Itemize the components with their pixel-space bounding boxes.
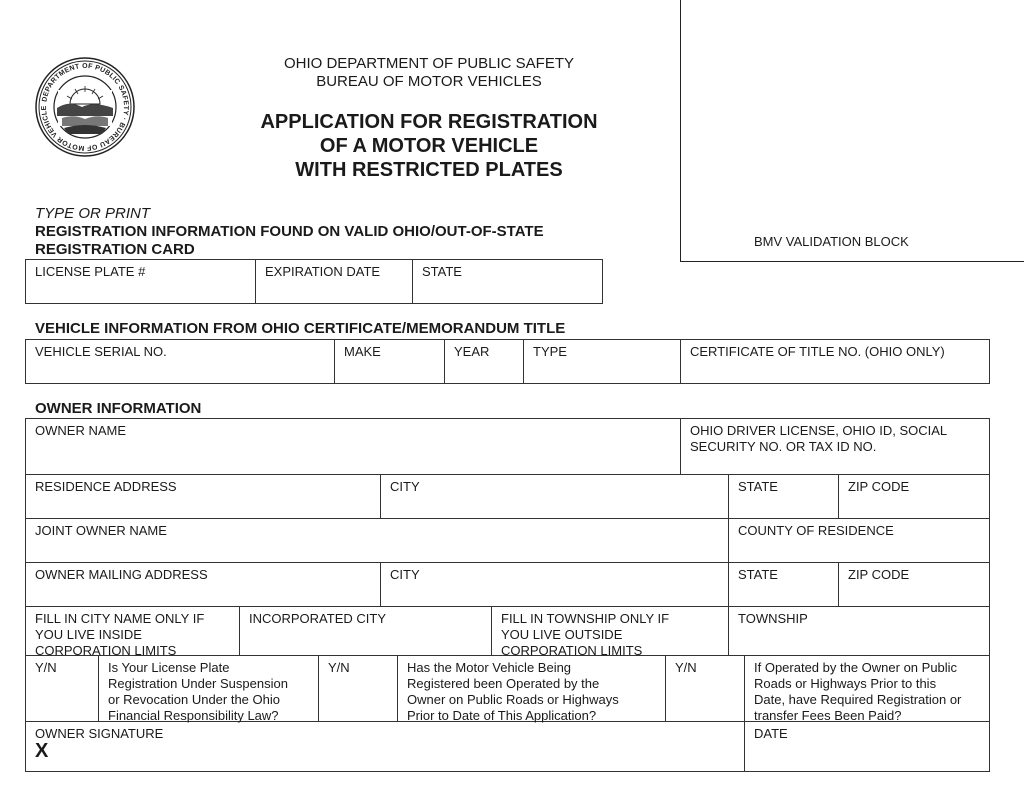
fees-paid-yn-label: Y/N xyxy=(675,660,697,675)
county-label: COUNTY OF RESIDENCE xyxy=(738,523,894,538)
expiration-date-field[interactable] xyxy=(256,259,413,304)
mailing-city-field[interactable] xyxy=(381,563,729,607)
operated-question-text: Has the Motor Vehicle Being Registered been Operated by the Owner on Public Roads or Highways Prior to Date of This Application? xyxy=(407,660,619,723)
county-field[interactable] xyxy=(729,519,990,563)
residence-state-label: STATE xyxy=(738,479,778,494)
owner-signature-label: OWNER SIGNATURE xyxy=(35,726,164,741)
mailing-state-label: STATE xyxy=(738,567,778,582)
suspension-question-cell xyxy=(99,656,319,722)
seal-ring-text: DEPARTMENT OF PUBLIC SAFETY · BUREAU OF MOTOR VEHICLE xyxy=(40,62,130,152)
owner-name-label: OWNER NAME xyxy=(35,423,126,438)
make-field[interactable] xyxy=(335,339,445,384)
suspension-yn-field[interactable] xyxy=(25,656,99,722)
bmv-validation-block xyxy=(680,0,1024,262)
seal-graphic xyxy=(34,56,136,158)
registration-state-label: STATE xyxy=(422,264,462,279)
mailing-zip-field[interactable] xyxy=(839,563,990,607)
registration-state-field[interactable] xyxy=(413,259,603,304)
joint-owner-label: JOINT OWNER NAME xyxy=(35,523,167,538)
city-instruction-label: FILL IN CITY NAME ONLY IF YOU LIVE INSIDE CORPORATION LIMITS xyxy=(35,611,205,658)
owner-signature-field[interactable] xyxy=(25,722,745,772)
township-field[interactable] xyxy=(729,607,990,656)
type-field[interactable] xyxy=(524,339,681,384)
residence-address-label: RESIDENCE ADDRESS xyxy=(35,479,177,494)
mailing-city-label: CITY xyxy=(390,567,420,582)
signature-x-mark: X xyxy=(35,740,49,762)
form-title: APPLICATION FOR REGISTRATION OF A MOTOR VEHICLE WITH RESTRICTED PLATES xyxy=(260,111,598,181)
residence-state-field[interactable] xyxy=(729,475,839,519)
registration-section-title: REGISTRATION INFORMATION FOUND ON VALID OHIO/OUT-OF-STATE REGISTRATION CARD xyxy=(35,223,544,258)
license-plate-field[interactable] xyxy=(25,259,256,304)
signature-date-label: DATE xyxy=(754,726,788,741)
license-id-field[interactable] xyxy=(681,418,990,475)
bureau-name: BUREAU OF MOTOR VEHICLES xyxy=(316,73,542,90)
vehicle-section-title: VEHICLE INFORMATION FROM OHIO CERTIFICATE/MEMORANDUM TITLE xyxy=(35,320,566,337)
township-label: TOWNSHIP xyxy=(738,611,808,626)
operated-yn-label: Y/N xyxy=(328,660,350,675)
suspension-question-text: Is Your License Plate Registration Under Suspension or Revocation Under the Ohio Financial Responsibility Law? xyxy=(108,660,288,723)
city-instruction-cell xyxy=(25,607,240,656)
type-label: TYPE xyxy=(533,344,567,359)
mailing-address-field[interactable] xyxy=(25,563,381,607)
signature-date-field[interactable] xyxy=(745,722,990,772)
residence-address-field[interactable] xyxy=(25,475,381,519)
operated-yn-field[interactable] xyxy=(319,656,398,722)
residence-zip-field[interactable] xyxy=(839,475,990,519)
incorporated-city-field[interactable] xyxy=(240,607,492,656)
residence-city-label: CITY xyxy=(390,479,420,494)
mailing-address-label: OWNER MAILING ADDRESS xyxy=(35,567,208,582)
title-number-label: CERTIFICATE OF TITLE NO. (OHIO ONLY) xyxy=(690,344,945,359)
owner-section-title: OWNER INFORMATION xyxy=(35,400,202,417)
license-id-label: OHIO DRIVER LICENSE, OHIO ID, SOCIAL SECURITY NO. OR TAX ID NO. xyxy=(690,423,948,454)
residence-city-field[interactable] xyxy=(381,475,729,519)
residence-zip-label: ZIP CODE xyxy=(848,479,910,494)
owner-name-field[interactable] xyxy=(25,418,681,475)
fees-paid-question-cell xyxy=(745,656,990,722)
validation-block-label: BMV VALIDATION BLOCK xyxy=(754,234,909,249)
expiration-date-label: EXPIRATION DATE xyxy=(265,264,381,279)
mailing-zip-label: ZIP CODE xyxy=(848,567,910,582)
operated-question-cell xyxy=(398,656,666,722)
joint-owner-field[interactable] xyxy=(25,519,729,563)
incorporated-city-label: INCORPORATED CITY xyxy=(249,611,386,626)
type-or-print-note: TYPE OR PRINT xyxy=(35,205,151,222)
vehicle-serial-label: VEHICLE SERIAL NO. xyxy=(35,344,167,359)
mailing-state-field[interactable] xyxy=(729,563,839,607)
township-instruction-cell xyxy=(492,607,729,656)
year-label: YEAR xyxy=(454,344,490,359)
fees-paid-yn-field[interactable] xyxy=(666,656,745,722)
vehicle-serial-field[interactable] xyxy=(25,339,335,384)
township-instruction-label: FILL IN TOWNSHIP ONLY IF YOU LIVE OUTSIDE CORPORATION LIMITS xyxy=(501,611,670,658)
suspension-yn-label: Y/N xyxy=(35,660,57,675)
title-number-field[interactable] xyxy=(681,339,990,384)
license-plate-label: LICENSE PLATE # xyxy=(35,264,146,279)
year-field[interactable] xyxy=(445,339,524,384)
agency-name: OHIO DEPARTMENT OF PUBLIC SAFETY xyxy=(283,55,575,72)
bmv-seal xyxy=(34,56,136,158)
make-label: MAKE xyxy=(344,344,381,359)
fees-paid-question-text: If Operated by the Owner on Public Roads or Highways Prior to this Date, have Required Registration or transfer Fees Been Paid? xyxy=(754,660,962,723)
